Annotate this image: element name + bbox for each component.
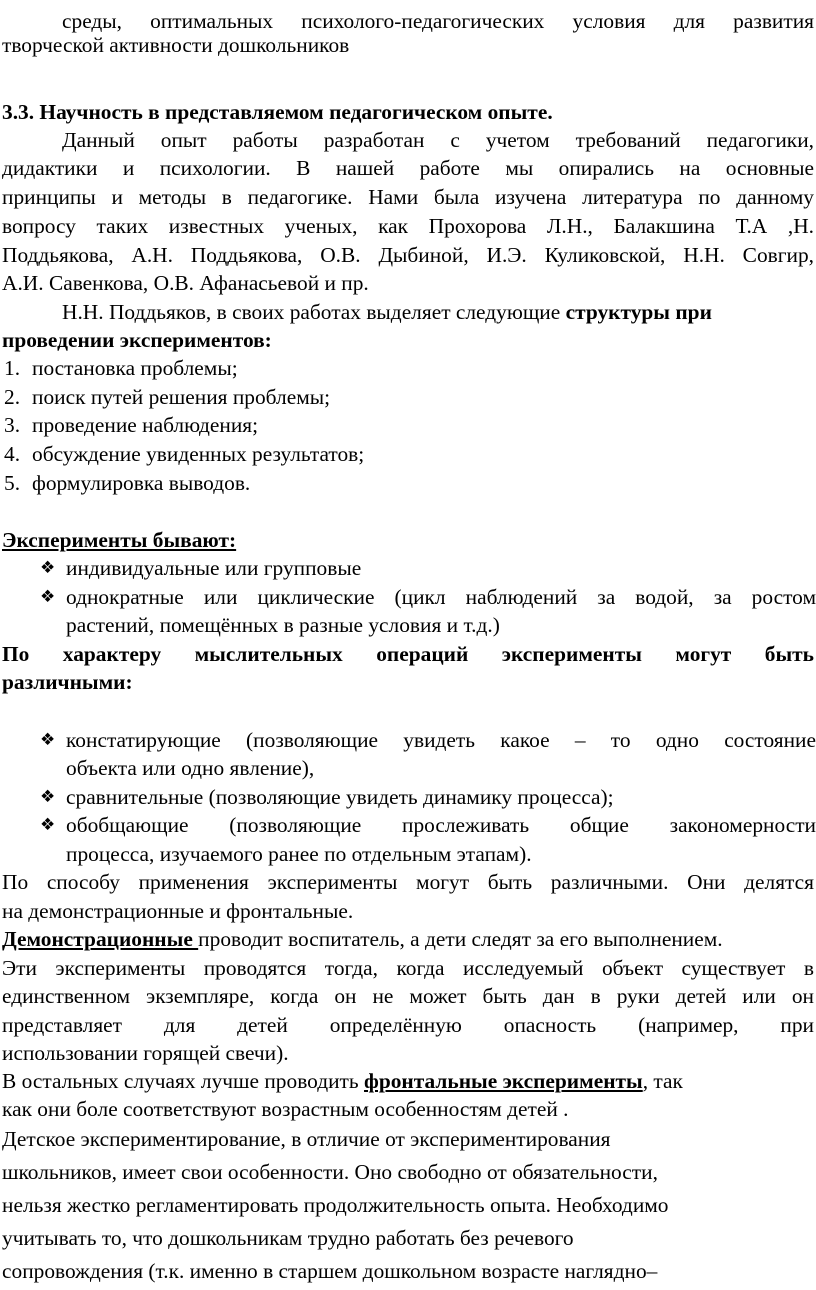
paragraph-line: на демонстрационные и фронтальные. [2, 899, 354, 923]
bullet-text: объекта или одно явление), [66, 756, 315, 780]
paragraph-line: единственном экземпляре, когда он не может быть дан в руки детей или он [2, 984, 814, 1008]
paragraph-text: Н.Н. Поддьяков, в своих работах выделяет следующие [62, 300, 566, 324]
bullet-text: однократные или циклические (цикл наблюдений за водой, за ростом [66, 585, 816, 609]
bullet-text: процесса, изучаемого ранее по отдельным этапам). [66, 842, 532, 866]
bullet-continuation [2, 758, 814, 782]
list-item-text: формулировка выводов. [32, 471, 251, 495]
paragraph-line: среды, оптимальных психолого-педагогических условия для развития [62, 9, 814, 33]
diamond-bullet-icon: ❖ [40, 587, 56, 607]
paragraph-line: вопросу таких известных ученых, как Прохорова Л.Н., Балакшина Т.А ,Н. [2, 214, 814, 238]
paragraph-line: По способу применения эксперименты могут быть различными. Они делятся [2, 870, 814, 894]
list-item-text: постановка проблемы; [32, 356, 238, 380]
paragraph-line: Эти эксперименты проводятся тогда, когда исследуемый объект существует в [2, 956, 814, 980]
paragraph-line: как они боле соответствуют возрастным особенностям детей . [2, 1097, 569, 1121]
bullet-text: констатирующие (позволяющие увидеть какое – то одно состояние [66, 728, 816, 752]
diamond-bullet-icon: ❖ [40, 815, 56, 835]
bullet-continuation [2, 615, 814, 639]
paragraph-line: учитывать то, что дошкольникам трудно работать без речевого [2, 1226, 574, 1250]
bullet-text: растений, помещённых в разные условия и т.д.) [66, 613, 500, 637]
paragraph-line: школьников, имеет свои особенности. Оно свободно от обязательности, [2, 1160, 658, 1184]
paragraph-text: проводит воспитатель, а дети следят за его выполнением. [198, 927, 723, 951]
list-item [2, 444, 814, 468]
bullet-item [2, 815, 814, 839]
section-heading: 3.3. Научность в представляемом педагогическом опыте. [2, 100, 553, 124]
paragraph-line: Данный опыт работы разработан с учетом требований педагогики, [62, 128, 814, 152]
list-number: 3. [4, 413, 21, 437]
list-number: 5. [4, 471, 21, 495]
paragraph-line: принципы и методы в педагогике. Нами была изучена литература по данному [2, 185, 814, 209]
list-item [2, 473, 814, 497]
paragraph-line: использовании горящей свечи). [2, 1041, 289, 1065]
list-number: 1. [4, 356, 21, 380]
list-number: 4. [4, 442, 21, 466]
subheading: Эксперименты бывают: [2, 528, 237, 552]
list-item [2, 415, 814, 439]
list-item-text: проведение наблюдения; [32, 413, 259, 437]
paragraph-text: В остальных случаях лучше проводить [2, 1069, 365, 1093]
bullet-item [2, 787, 814, 811]
paragraph-line: дидактики и психологии. В нашей работе мы опирались на основные [2, 156, 814, 180]
list-item [2, 358, 814, 382]
bold-text: проведении экспериментов: [2, 328, 272, 352]
paragraph-line [62, 302, 816, 326]
underlined-term: Демонстрационные [2, 927, 199, 951]
paragraph-text: , так [642, 1069, 683, 1093]
bullet-item [2, 558, 814, 582]
paragraph-line [2, 929, 814, 953]
paragraph-line: сопровождения (т.к. именно в старшем дошкольном возрасте наглядно– [2, 1259, 658, 1283]
paragraph-line: нельзя жестко регламентировать продолжительность опыта. Необходимо [2, 1193, 669, 1217]
list-item-text: обсуждение увиденных результатов; [32, 442, 365, 466]
paragraph-line: представляет для детей определённую опасность (например, при [2, 1013, 814, 1037]
subheading: По характеру мыслительных операций эксперименты могут быть [2, 642, 814, 666]
subheading: различными: [2, 670, 133, 694]
paragraph-line [2, 1071, 814, 1095]
list-number: 2. [4, 385, 21, 409]
diamond-bullet-icon: ❖ [40, 558, 56, 578]
underlined-term: фронтальные эксперименты [364, 1069, 643, 1093]
paragraph-line: Поддьякова, А.Н. Поддьякова, О.В. Дыбиной, И.Э. Куликовской, Н.Н. Совгир, [2, 243, 814, 267]
bold-text: структуры при [565, 300, 712, 324]
list-item [2, 387, 814, 411]
list-item-text: поиск путей решения проблемы; [32, 385, 331, 409]
bullet-item [2, 587, 814, 611]
diamond-bullet-icon: ❖ [40, 787, 56, 807]
diamond-bullet-icon: ❖ [40, 730, 56, 750]
paragraph-line: Детское экспериментирование, в отличие от экспериментирования [2, 1127, 611, 1151]
paragraph-line: А.И. Савенкова, О.В. Афанасьевой и пр. [2, 271, 369, 295]
bullet-continuation [2, 844, 814, 868]
paragraph-line: творческой активности дошкольников [2, 33, 350, 57]
bullet-text: сравнительные (позволяющие увидеть динамику процесса); [66, 785, 614, 809]
bullet-text: индивидуальные или групповые [66, 556, 362, 580]
bullet-text: обобщающие (позволяющие прослеживать общие закономерности [66, 813, 816, 837]
bullet-item [2, 730, 814, 754]
